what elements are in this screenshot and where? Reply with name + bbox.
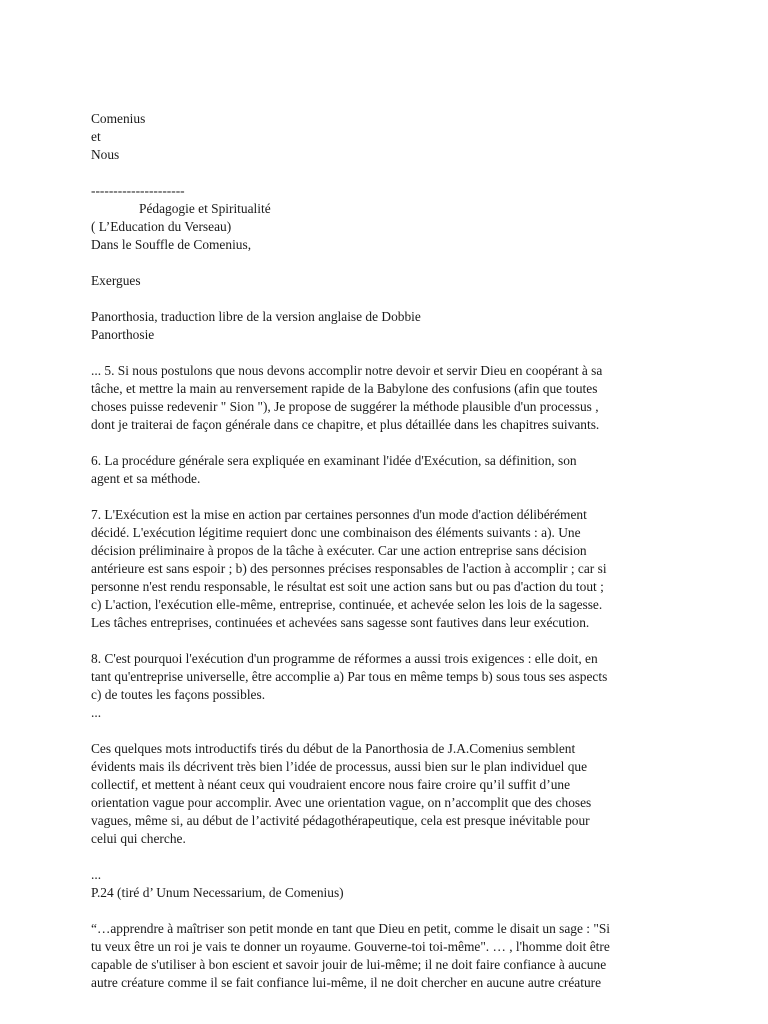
paragraph-line: Les tâches entreprises, continuées et achevées sans sagesse sont fautives dans leur exécution. [91, 615, 590, 630]
paragraph-line: évidents mais ils décrivent très bien l’idée de processus, aussi bien sur le plan individuel que [91, 759, 588, 774]
ellipsis: ... [91, 867, 102, 882]
paragraph-line: 8. C'est pourquoi l'exécution d'un programme de réformes a aussi trois exigences : elle doit, en [91, 651, 598, 666]
paragraph-line: celui qui cherche. [91, 831, 186, 846]
page-reference: P.24 (tiré d’ Unum Necessarium, de Comenius) [91, 885, 344, 900]
source-line-1: Panorthosia, traduction libre de la version anglaise de Dobbie [91, 309, 421, 324]
paragraph-6 [91, 452, 691, 488]
paragraph-line: choses puisse redevenir " Sion "), Je propose de suggérer la méthode plausible d'un processus , [91, 399, 599, 414]
document-page [91, 110, 691, 992]
subtitle-line-1: Pédagogie et Spiritualité [139, 201, 271, 216]
paragraph-line: 7. L'Exécution est la mise en action par certaines personnes d'un mode d'action délibérément [91, 507, 587, 522]
subtitle-line-3: Dans le Souffle de Comenius, [91, 237, 252, 252]
paragraph-line: “…apprendre à maîtriser son petit monde en tant que Dieu en petit, comme le disait un sage : "Si [91, 921, 610, 936]
paragraph-line: capable de s'utiliser à bon escient et savoir jouir de lui-même; il ne doit faire confiance à aucune [91, 957, 607, 972]
title-line-2: et [91, 129, 101, 144]
paragraph-line: ... [91, 705, 102, 720]
paragraph-line: Ces quelques mots introductifs tirés du début de la Panorthosia de J.A.Comenius semblent [91, 741, 576, 756]
paragraph-line: c) L'action, l'exécution elle-même, entreprise, continuée, et achevée selon les lois de la sagesse. [91, 597, 603, 612]
paragraph-line: personne n'est rendu responsable, le résultat est soit une action sans but ou pas d'action du tout ; [91, 579, 604, 594]
paragraph-line: tu veux être un roi je vais te donner un royaume. Gouverne-toi toi-même". … , l'homme doit être [91, 939, 610, 954]
paragraph-line: antérieure est sans espoir ; b) des personnes précises responsables de l'action à accomplir ; car si [91, 561, 607, 576]
paragraph-line: autre créature comme il se fait confiance lui-même, il ne doit chercher en aucune autre créature [91, 975, 602, 990]
paragraph-line: orientation vague pour accomplir. Avec une orientation vague, on n’accomplit que des choses [91, 795, 592, 810]
paragraph-line: agent et sa méthode. [91, 471, 201, 486]
paragraph-line: c) de toutes les façons possibles. [91, 687, 266, 702]
quote-paragraph [91, 920, 691, 992]
paragraph-line: décision préliminaire à propos de la tâche à exécuter. Car une action entreprise sans décision [91, 543, 587, 558]
paragraph-5 [91, 362, 691, 434]
title-line-3: Nous [91, 147, 120, 162]
paragraph-line: tâche, et mettre la main au renversement rapide de la Babylone des confusions (afin que toutes [91, 381, 598, 396]
section-heading-exergues: Exergues [91, 273, 141, 288]
paragraph-line: ... 5. Si nous postulons que nous devons accomplir notre devoir et servir Dieu en coopérant à sa [91, 363, 603, 378]
separator: --------------------- [91, 183, 185, 198]
paragraph-line: dont je traiterai de façon générale dans ce chapitre, et plus détaillée dans les chapitres suivants. [91, 417, 600, 432]
paragraph-line: vagues, même si, au début de l’activité pédagothérapeutique, cela est presque inévitable pour [91, 813, 590, 828]
source-line-2: Panorthosie [91, 327, 155, 342]
paragraph-8 [91, 650, 691, 722]
paragraph-7 [91, 506, 691, 632]
subtitle-line-2: ( L’Education du Verseau) [91, 219, 232, 234]
paragraph-line: collectif, et mettent à néant ceux qui voudraient encore nous faire croire qu’il suffit d’une [91, 777, 571, 792]
paragraph-line: 6. La procédure générale sera expliquée en examinant l'idée d'Exécution, sa définition, son [91, 453, 577, 468]
paragraph-line: décidé. L'exécution légitime requiert donc une combinaison des éléments suivants : a). Une [91, 525, 581, 540]
commentary-paragraph [91, 740, 691, 848]
title-line-1: Comenius [91, 111, 146, 126]
paragraph-line: tant qu'entreprise universelle, être accomplie a) Par tous en même temps b) sous tous ses aspects [91, 669, 608, 684]
